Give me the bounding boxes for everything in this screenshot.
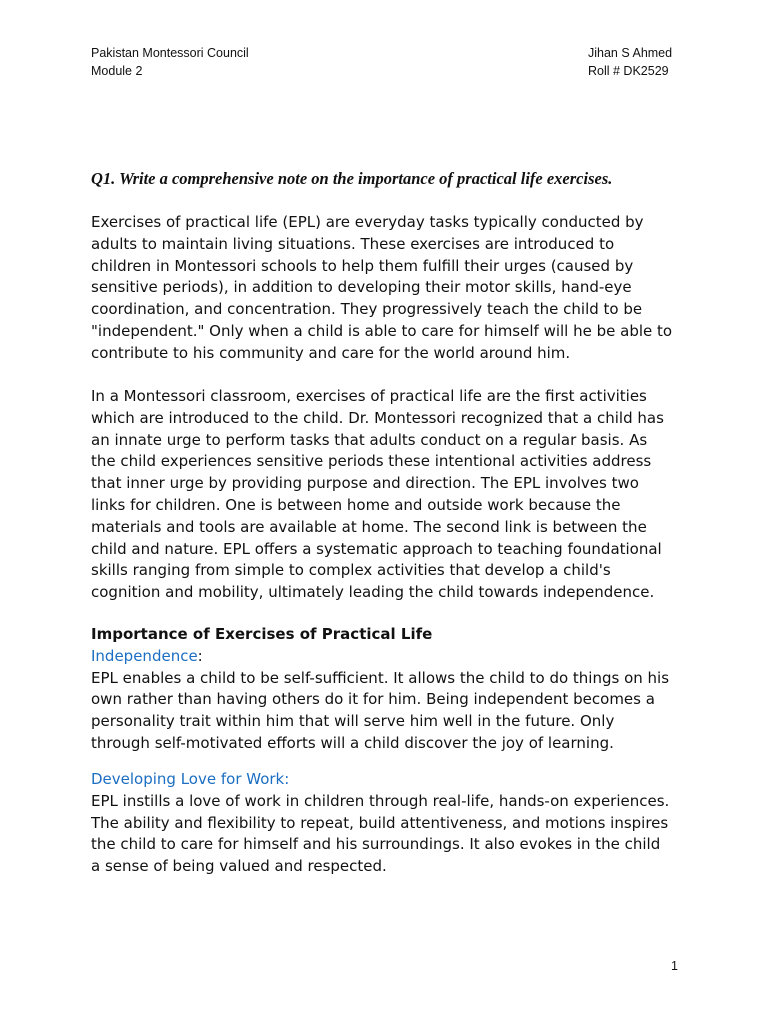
paragraph-line: adults to maintain living situations. These exercises are introduced to [91,234,615,253]
paragraph-1 [91,212,691,365]
paragraph-line: that inner urge by providing purpose and direction. The EPL involves two [91,474,639,493]
question-heading: Q1. Write a comprehensive note on the importance of practical life exercises. [91,169,613,188]
love-for-work-section [91,769,691,878]
paragraph-line: Exercises of practical life (EPL) are everyday tasks typically conducted by [91,213,644,231]
section-heading: Importance of Exercises of Practical Life [91,625,433,643]
header-author: Jihan S Ahmed [588,46,673,60]
page-number: 1 [671,959,678,973]
paragraph-line: cognition and mobility, ultimately leading the child towards independence. [91,583,655,602]
paragraph-line: children in Montessori schools to help them fulfill their urges (caused by [91,256,634,275]
paragraph-line: skills ranging from simple to complex activities that develop a child's [91,561,611,580]
independence-line: own rather than having others do it for him. Being independent becomes a [91,690,655,709]
header-left [91,44,249,80]
importance-section [91,624,691,755]
header-organization: Pakistan Montessori Council [91,46,249,60]
paragraph-line: sensitive periods), in addition to developing their motor skills, hand-eye [91,278,632,297]
header-roll-number: Roll # DK2529 [588,64,669,78]
independence-title: Independence [91,646,198,665]
love-for-work-line: the child to care for himself and his surroundings. It also evokes in the child [91,835,661,854]
paragraph-line: "independent." Only when a child is able to care for himself will he be able to [91,321,673,340]
paragraph-line: the child experiences sensitive periods these intentional activities address [91,452,652,471]
paragraph-line: which are introduced to the child. Dr. Montessori recognized that a child has [91,408,664,427]
paragraph-line: links for children. One is between home and outside work because the [91,495,621,514]
independence-line: personality trait within him that will serve him well in the future. Only [91,712,615,731]
paragraph-line: materials and tools are available at home. The second link is between the [91,517,647,536]
independence-line: EPL enables a child to be self-sufficient. It allows the child to do things on his [91,668,670,687]
independence-subheading [91,646,691,668]
paragraph-line: contribute to his community and care for the world around him. [91,343,571,362]
paragraph-line: coordination, and concentration. They progressively teach the child to be [91,300,643,319]
independence-colon: : [197,646,203,665]
love-for-work-line: EPL instills a love of work in children through real-life, hands-on experiences. [91,791,670,810]
paragraph-2 [91,386,691,604]
independence-line: through self-motivated efforts will a child discover the joy of learning. [91,733,614,752]
header-right [588,44,672,80]
paragraph-line: an innate urge to perform tasks that adults conduct on a regular basis. As [91,430,648,449]
love-for-work-line: a sense of being valued and respected. [91,857,387,876]
paragraph-line: In a Montessori classroom, exercises of practical life are the first activities [91,387,647,405]
love-for-work-line: The ability and flexibility to repeat, build attentiveness, and motions inspires [91,813,669,832]
paragraph-line: child and nature. EPL offers a systematic approach to teaching foundational [91,539,662,558]
header-module: Module 2 [91,64,143,78]
love-for-work-subheading: Developing Love for Work: [91,770,290,788]
